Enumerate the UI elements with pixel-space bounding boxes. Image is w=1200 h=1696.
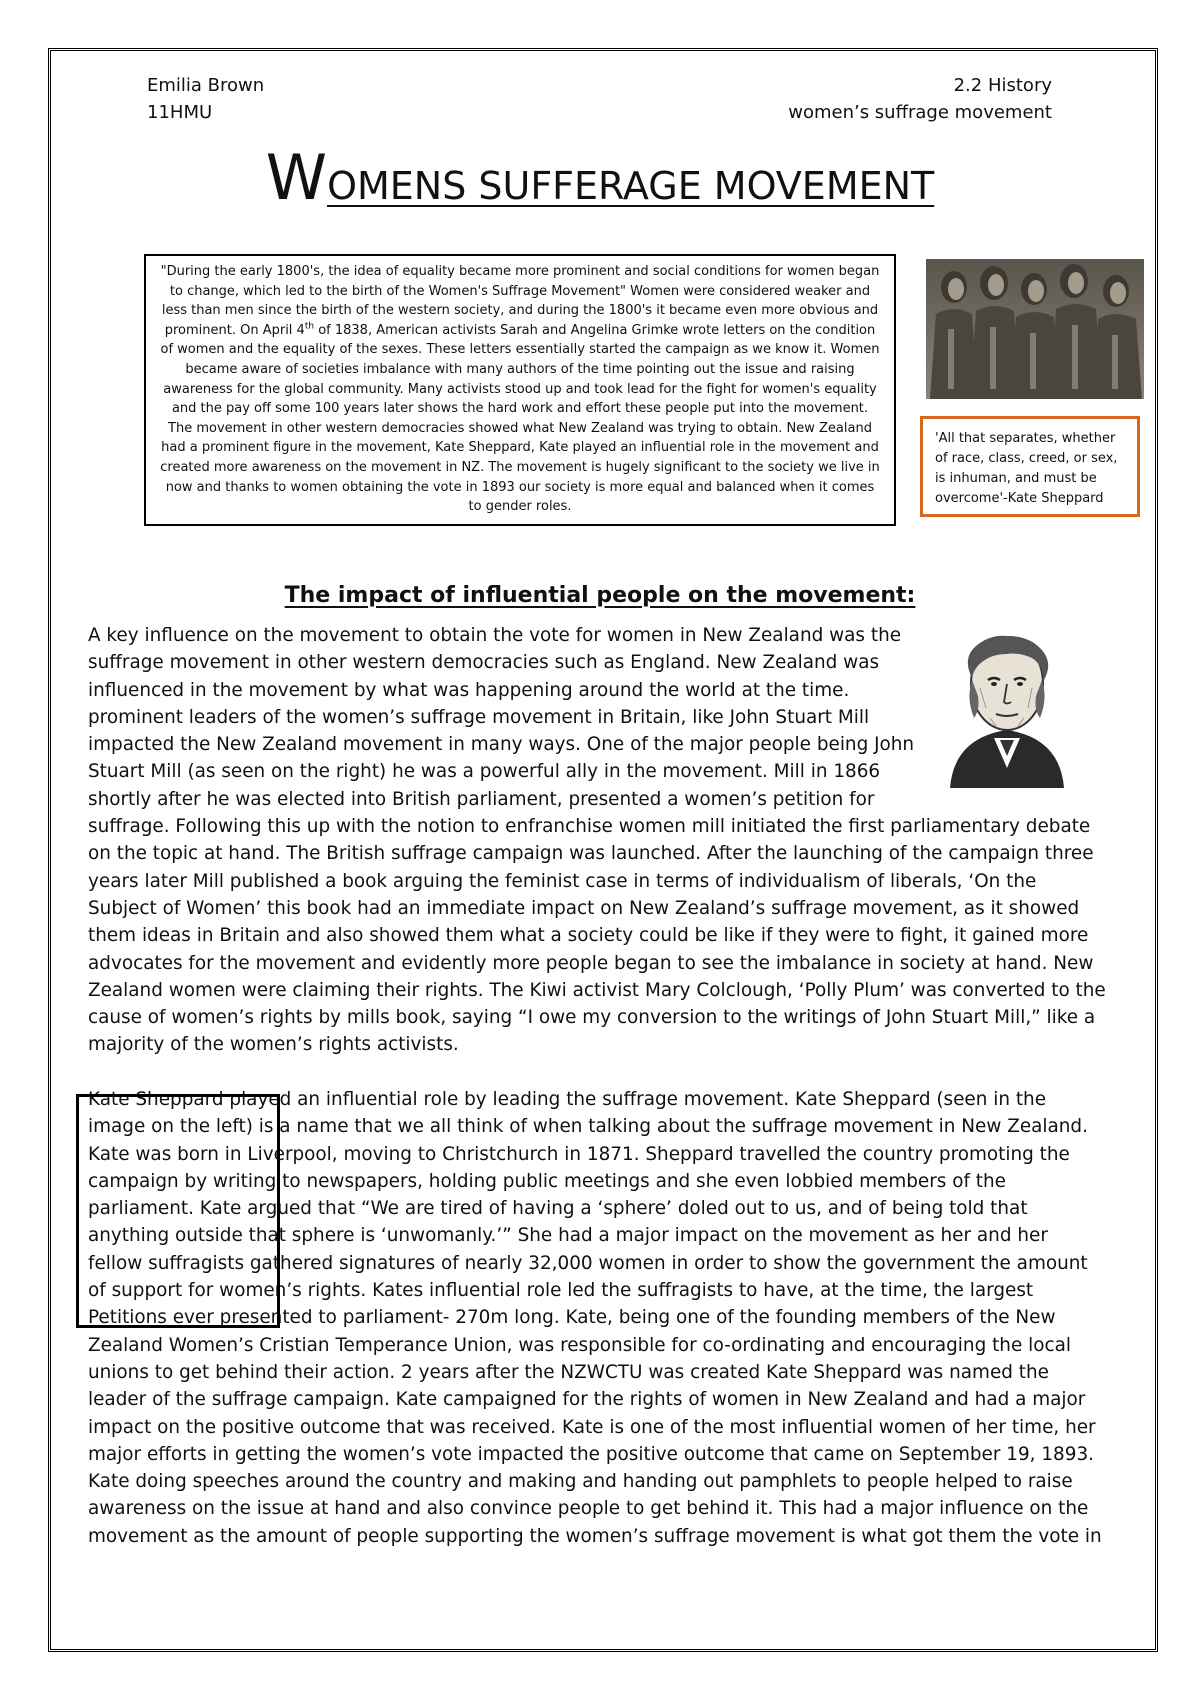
title-first-letter: W bbox=[265, 141, 328, 214]
suffragist-memorial-photo bbox=[926, 259, 1144, 399]
paragraph-mill-narrow: A key influence on the movement to obtain the vote for women in New Zealand was the suffrage movement in other western democracies such as England. New Zealand was influenced in the movement by what was happening around the world at the time. prominent leaders of the women’s suffrage movement in Britain, like John Stuart Mill impacted the New Zealand movement in many ways. One of the major people being John Stuart Mill (as seen on the right) he was a powerful ally in the movement. Mill in 1866 shortly after he was elected into British parliament, presented a women’s petition for bbox=[88, 625, 915, 810]
intro-text-b: of 1838, American activists Sarah and Angelina Grimke wrote letters on the condition of women and the equality of the sexes. These letters essentially started the campaign as we know it. Women became aware of societies imbalance with many authors of the time pointing out the issue and raising awareness for the global community. Many activists stood up and took lead for the fight for women's equality and the pay off some 100 years later shows the hard work and effort these people put into the movement. The movement in other western democracies showed what New Zealand was trying to obtain. New Zealand had a prominent figure in the movement, Kate Sheppard, Kate played an influential role in the movement and created more awareness on the movement in NZ. The movement is hugely significant to the society we live in now and thanks to women obtaining the vote in 1893 our society is more equal and balanced when it comes to gender roles. bbox=[160, 322, 880, 515]
quote-text: 'All that separates, whether of race, class, creed, or sex, is inhuman, and must be overcome'-Kate Sheppard bbox=[935, 431, 1118, 506]
section-heading: The impact of influential people on the movement: bbox=[284, 583, 916, 608]
class-code: 11HMU bbox=[147, 102, 213, 123]
intro-text-a: "During the early 1800's, the idea of equality became more prominent and social conditions for women began to change, which led to the birth of the Women's Suffrage Movement" Women were considered weaker and less than men since the birth of the western society, and during the 1800's it became even more obvious and prominent. On April 4 bbox=[160, 264, 880, 338]
paragraph-mill bbox=[88, 622, 1108, 1059]
subject-label: 2.2 History bbox=[953, 75, 1052, 96]
header-right bbox=[788, 72, 1052, 126]
intro-text-box bbox=[144, 254, 896, 526]
memorial-relief-image bbox=[926, 259, 1144, 399]
kate-sheppard-quote-box bbox=[920, 416, 1140, 517]
title-rest: OMENS SUFFERAGE MOVEMENT bbox=[327, 164, 935, 208]
paragraph-mill-wide: suffrage. Following this up with the notion to enfranchise women mill initiated the first parliamentary debate on the topic at hand. The British suffrage campaign was launched. After the launching of the campaign three years later Mill published a book arguing the feminist case in terms of individualism of liberals, ‘On the Subject of Women’ this book had an immediate impact on New Zealand’s suffrage movement, as it showed them ideas in Britain and also showed them what a society could be like if they were to fight, it gained more advocates for the movement and evidently more people began to see the imbalance in society at hand. New Zealand women were claiming their rights. The Kiwi activist Mary Colclough, ‘Polly Plum’ was converted to the cause of women’s rights by mills book, saying “I owe my conversion to the writings of John Stuart Mill,” like a majority of the women’s rights activists. bbox=[88, 816, 1106, 1056]
intro-sup: th bbox=[304, 321, 315, 332]
paragraph-sheppard: Kate Sheppard played an influential role by leading the suffrage movement. Kate Sheppard (seen in the image on the left) is a name that we all think of when talking about the suffrage movement in New Zealand. Kate was born in Liverpool, moving to Christchurch in 1871. Sheppard travelled the country promoting the campaign by writing to newspapers, holding public meetings and she even lobbied members of the parliament. Kate argued that “We are tired of having a ‘sphere’ doled out to us, and of being told that anything outside that sphere is ‘unwomanly.’” She had a major impact on the movement as her and her fellow suffragists gathered signatures of nearly 32,000 women in order to show the government the amount of support for women’s rights. Kates influential role led the suffragists to have, at the time, the largest Petitions ever presented to parliament- 270m long. Kate, being one of the founding members of the New Zealand Women’s Cristian Temperance Union, was responsible for co-ordinating and encouraging the local unions to get behind their action. 2 years after the NZWCTU was created Kate Sheppard was named the leader of the suffrage campaign. Kate campaigned for the rights of women in New Zealand and had a major impact on the positive outcome that was received. Kate is one of the most influential women of her time, her major efforts in getting the women’s vote impacted the positive outcome that came on September 19, 1893. Kate doing speeches around the country and making and handing out pamphlets to people helped to raise awareness on the issue at hand and also convince people to get behind it. This had a major influence on the movement as the amount of people supporting the women’s suffrage movement is what got them the vote in bbox=[88, 1089, 1102, 1547]
page-title bbox=[0, 141, 1200, 216]
topic-label: women’s suffrage movement bbox=[788, 102, 1052, 123]
student-name: Emilia Brown bbox=[147, 75, 265, 96]
header-left bbox=[147, 72, 264, 126]
kate-sheppard-image-frame bbox=[76, 1094, 280, 1328]
